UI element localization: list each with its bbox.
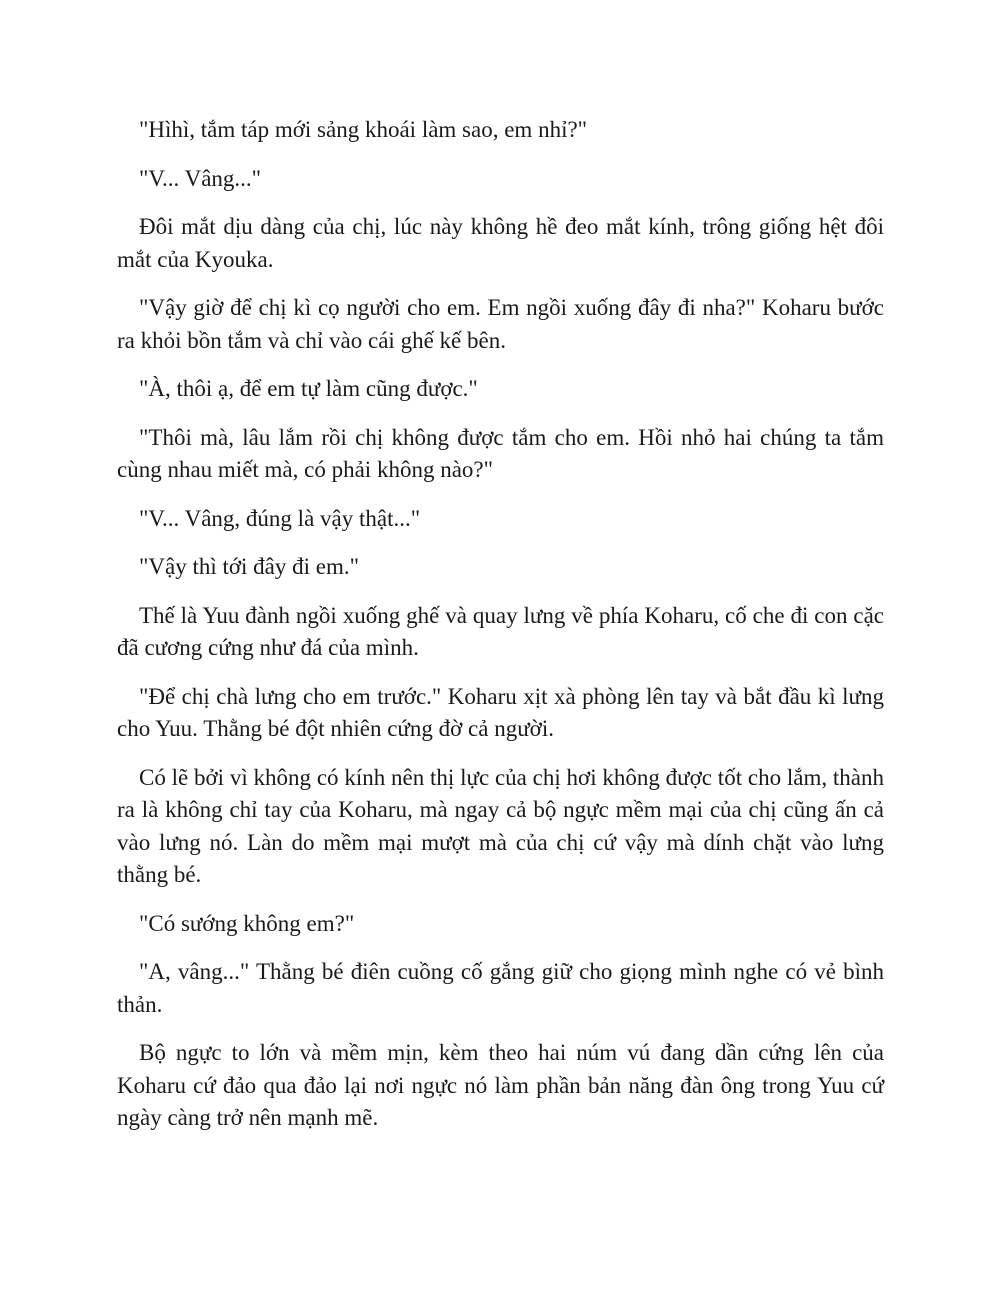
paragraph: Bộ ngực to lớn và mềm mịn, kèm theo hai núm vú đang dần cứng lên của Koharu cứ đảo qua đảo lại nơi ngực nó làm phần bản năng đàn ông trong Yuu cứ ngày càng trở nên mạnh mẽ. [117,1040,884,1130]
paragraph: "Để chị chà lưng cho em trước." Koharu xịt xà phòng lên tay và bắt đầu kì lưng cho Yuu. Thằng bé đột nhiên cứng đờ cả người. [117,683,884,741]
paragraph: "A, vâng..." Thằng bé điên cuồng cố gắng giữ cho giọng mình nghe có vẻ bình thản. [117,959,884,1017]
paragraph: "Thôi mà, lâu lắm rồi chị không được tắm cho em. Hồi nhỏ hai chúng ta tắm cùng nhau miết mà, có phải không nào?" [117,424,884,482]
paragraph: "V... Vâng, đúng là vậy thật..." [139,505,421,531]
paragraph: Có lẽ bởi vì không có kính nên thị lực của chị hơi không được tốt cho lắm, thành ra là không chỉ tay của Koharu, mà ngay cả bộ ngực mềm mại của chị cũng ấn cả vào lưng nó. Làn do mềm mại mượt mà của chị cứ vậy mà dính chặt vào lưng thằng bé. [117,764,884,887]
paragraph: "Vậy giờ để chị kì cọ người cho em. Em ngồi xuống đây đi nha?" Koharu bước ra khỏi bồn tắm và chỉ vào cái ghế kế bên. [117,295,884,353]
paragraph: Thế là Yuu đành ngồi xuống ghế và quay lưng về phía Koharu, cố che đi con cặc đã cương cứng như đá của mình. [117,602,884,660]
paragraph: "Hìhì, tắm táp mới sảng khoái làm sao, em nhỉ?" [139,117,588,142]
paragraph: Đôi mắt dịu dàng của chị, lúc này không hề đeo mắt kính, trông giống hệt đôi mắt của Kyouka. [117,214,884,272]
paragraph: "V... Vâng..." [139,165,262,191]
paragraph: "Có sướng không em?" [139,910,355,936]
paragraph: "À, thôi ạ, để em tự làm cũng được." [139,376,478,401]
paragraph: "Vậy thì tới đây đi em." [139,554,360,579]
text-body [117,114,884,1151]
